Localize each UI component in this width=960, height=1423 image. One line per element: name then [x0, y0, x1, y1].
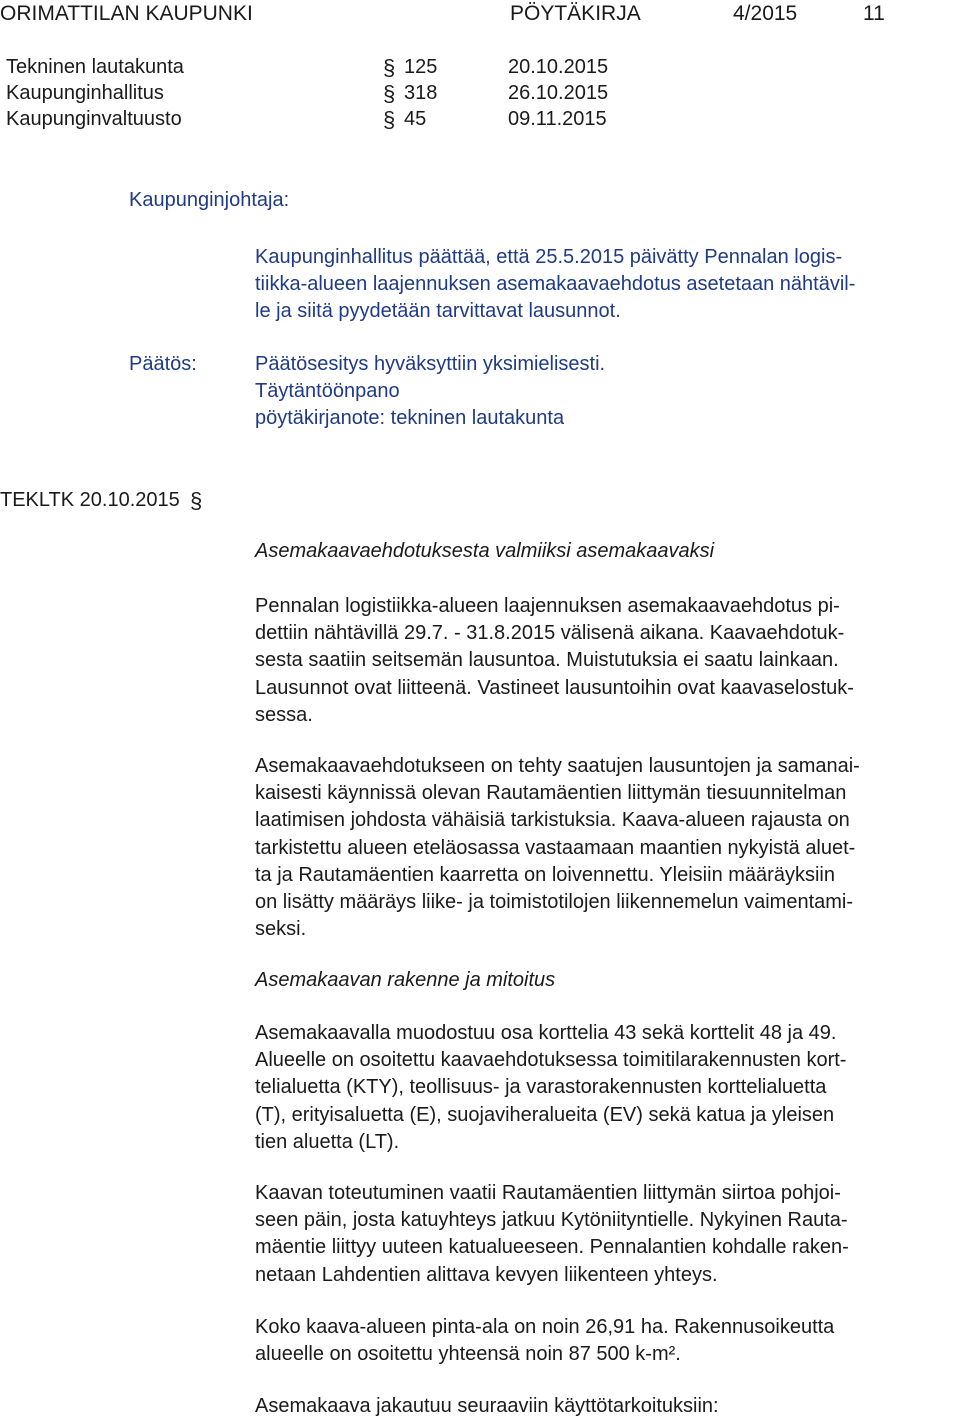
history-date: 20.10.2015: [508, 56, 609, 78]
text-line: (T), erityisaluetta (E), suojaviheralueita (EV) sekä katua ja yleisen: [255, 1103, 835, 1126]
section-heading: Asemakaavan rakenne ja mitoitus: [255, 969, 556, 991]
decision-text: [255, 351, 955, 433]
text-line: Asemakaavalla muodostuu osa korttelia 43 sekä korttelit 48 ja 49.: [255, 1022, 837, 1044]
proposal-label: Kaupunginjohtaja:: [129, 189, 290, 211]
text-line: dettiin nähtävillä 29.7. - 31.8.2015 välisenä aikana. Kaavaehdotuk-: [255, 622, 845, 645]
text-line: seen päin, josta katuyhteys jatkuu Kytöniityntielle. Nykyinen Rauta-: [255, 1209, 848, 1232]
meeting-reference: TEKLTK 20.10.2015: [0, 489, 180, 511]
history-body: Kaupunginhallitus: [6, 82, 164, 104]
section-heading: Asemakaavaehdotuksesta valmiiksi asemakaavaksi: [255, 540, 715, 562]
decision-label: Päätös:: [129, 353, 197, 375]
text-line: Kaavan toteutuminen vaatii Rautamäentien liittymän siirtoa pohjoi-: [255, 1182, 841, 1204]
history-number: 318: [404, 82, 438, 104]
section-symbol: §: [383, 81, 396, 106]
text-line: on lisätty määräys liike- ja toimistotilojen liikennemelun vaimentami-: [255, 891, 854, 914]
paragraph: [255, 593, 955, 729]
text-line: ta ja Rautamäentien kaarretta on loivennettu. Yleisiin määräyksiin: [255, 863, 835, 886]
text-line: Asemakaavaehdotukseen on tehty saatujen lausuntojen ja samanai-: [255, 755, 860, 777]
document-number: 4/2015: [733, 2, 798, 25]
text-line: alueelle on osoitettu yhteensä noin 87 500 k-m².: [255, 1343, 681, 1366]
text-line: Lausunnot ovat liitteenä. Vastineet lausuntoihin ovat kaavaselostuk-: [255, 676, 854, 699]
organization-name: ORIMATTILAN KAUPUNKI: [0, 2, 253, 25]
history-date: 26.10.2015: [508, 82, 609, 104]
section-symbol: §: [383, 55, 396, 80]
paragraph: [255, 753, 955, 943]
paragraph: [255, 1020, 955, 1156]
text-line: tarkistettu alueen eteläosassa vastaamaan maantien nykyistä aluet-: [255, 836, 856, 859]
text-line: Kaupunginhallitus päättää, että 25.5.2015 päivätty Pennalan logis-: [255, 246, 843, 268]
section-symbol: §: [190, 488, 203, 513]
text-line: tiikka-alueen laajennuksen asemakaavaehdotus asetetaan nähtävil-: [255, 273, 856, 296]
history-body: Tekninen lautakunta: [6, 56, 184, 78]
document-type: PÖYTÄKIRJA: [510, 2, 641, 25]
text-line: Päätösesitys hyväksyttiin yksimielisesti.: [255, 353, 606, 375]
paragraph: [255, 1393, 955, 1420]
text-line: kaisesti käynnissä olevan Rautamäentien liittymän tiesuunnitelman: [255, 782, 847, 805]
paragraph: [255, 1314, 955, 1368]
history-body: Kaupunginvaltuusto: [6, 108, 182, 130]
text-line: Täytäntöönpano: [255, 380, 400, 403]
text-line: sesta saatiin seitsemän lausuntoa. Muistutuksia ei saatu lainkaan.: [255, 649, 839, 672]
text-line: mäentie liittyy uuteen katualueeseen. Pennalantien kohdalle raken-: [255, 1236, 849, 1259]
text-line: tien aluetta (LT).: [255, 1130, 400, 1153]
history-number: 125: [404, 56, 438, 78]
section-symbol: §: [383, 107, 396, 132]
text-line: le ja siitä pyydetään tarvittavat lausunnot.: [255, 300, 621, 323]
paragraph: [255, 1180, 955, 1289]
text-line: Koko kaava-alueen pinta-ala on noin 26,91 ha. Rakennusoikeutta: [255, 1316, 835, 1338]
text-line: netaan Lahdentien alittava kevyen liikenteen yhteys.: [255, 1263, 718, 1286]
text-line: sessa.: [255, 703, 313, 726]
text-line: Pennalan logistiikka-alueen laajennuksen asemakaavaehdotus pi-: [255, 595, 840, 617]
page-number: 11: [863, 2, 885, 25]
history-date: 09.11.2015: [508, 108, 607, 130]
proposal-text: [255, 244, 955, 326]
text-line: Alueelle on osoitettu kaavaehdotuksessa toimitilarakennusten kort-: [255, 1049, 847, 1072]
history-number: 45: [404, 108, 427, 130]
text-line: pöytäkirjanote: tekninen lautakunta: [255, 407, 565, 430]
text-line: laatimisen johdosta vähäisiä tarkistuksia. Kaava-alueen rajausta on: [255, 809, 850, 832]
text-line: Asemakaava jakautuu seuraaviin käyttötarkoituksiin:: [255, 1395, 719, 1417]
text-line: seksi.: [255, 918, 307, 941]
text-line: telialuetta (KTY), teollisuus- ja varastorakennusten korttelialuetta: [255, 1076, 827, 1099]
